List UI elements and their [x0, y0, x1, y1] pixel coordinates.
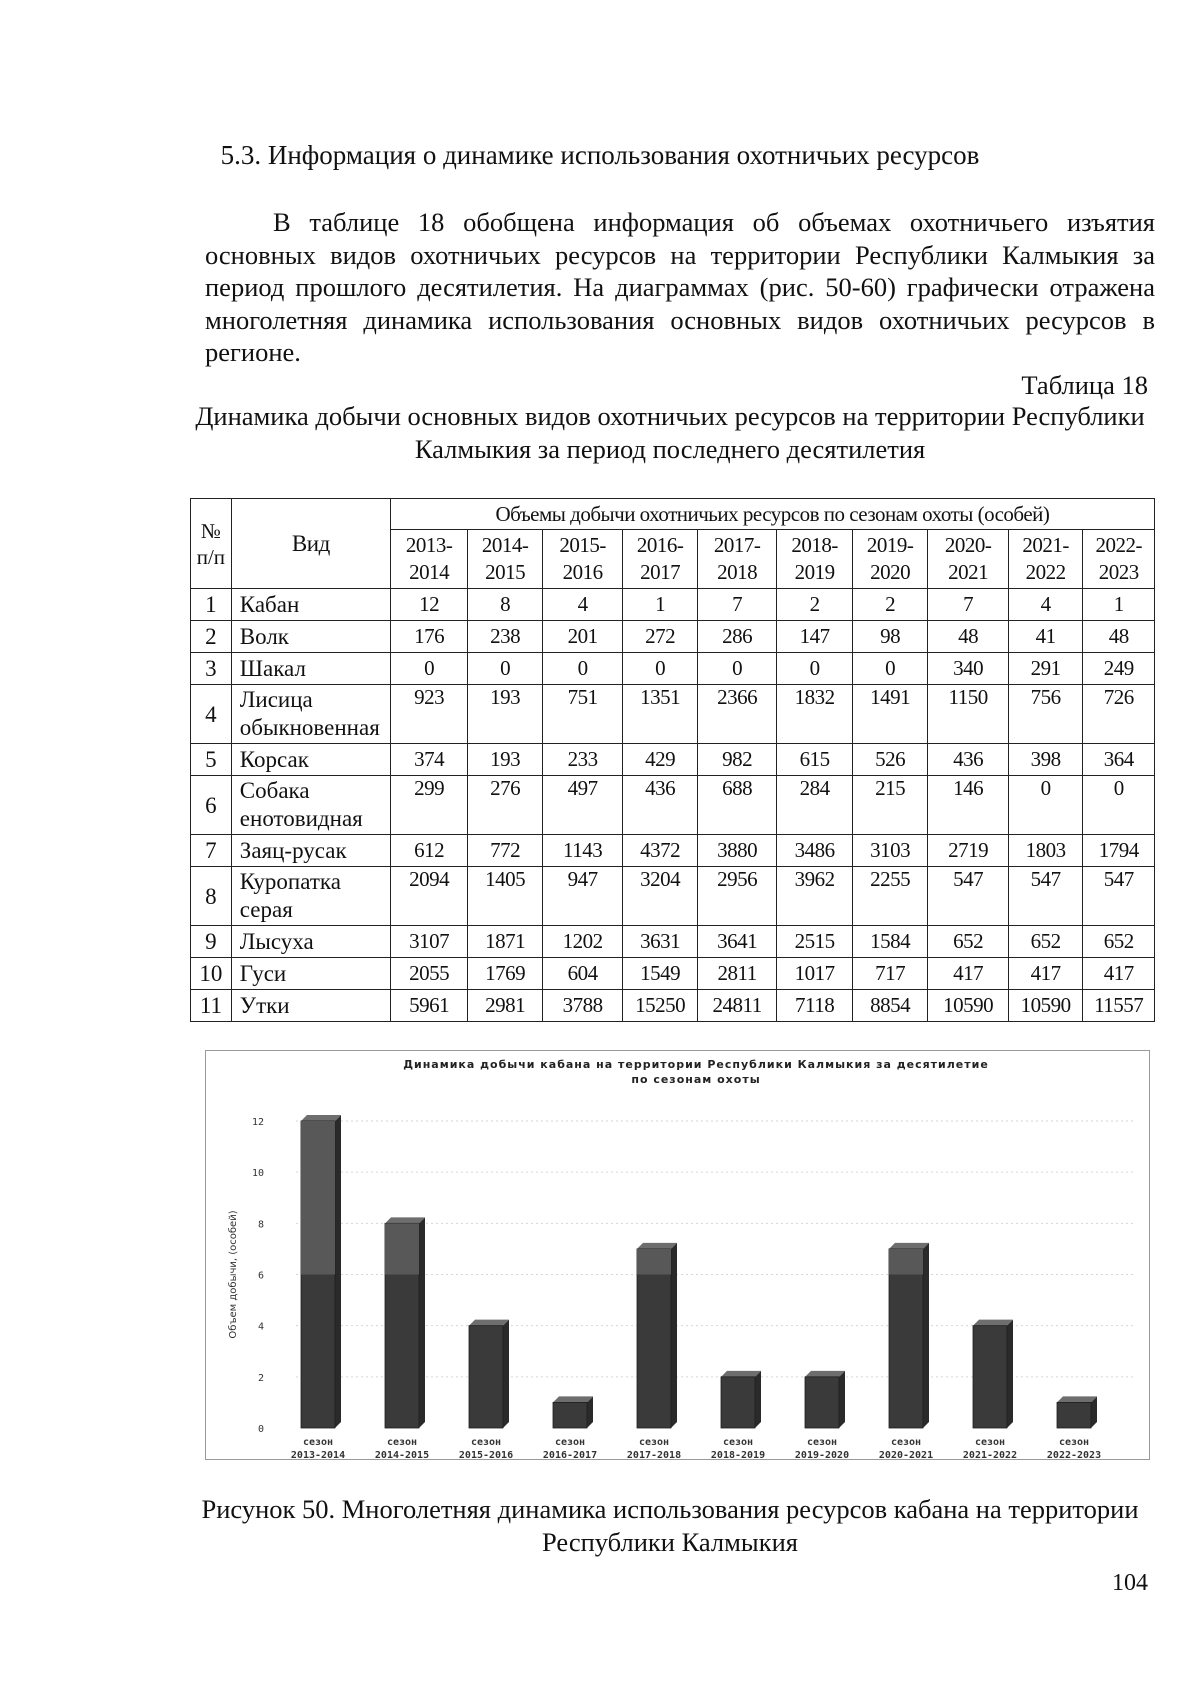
chart-frame — [205, 1050, 1150, 1460]
harvest-value: 1351 — [623, 685, 697, 744]
season-header: 2014-2015 — [468, 530, 542, 589]
row-number: 3 — [191, 653, 232, 685]
harvest-value: 429 — [623, 744, 697, 776]
x-tick-label: сезон — [470, 1437, 502, 1448]
x-tick-label: 2021-2022 — [962, 1450, 1018, 1459]
bar — [553, 1402, 587, 1428]
season-header: 2013-2014 — [390, 530, 468, 589]
harvest-value: 48 — [928, 621, 1009, 653]
table-row — [191, 867, 1155, 926]
bar-top — [469, 1320, 509, 1326]
harvest-value: 201 — [542, 621, 623, 653]
species-name: Собака енотовидная — [231, 776, 390, 835]
harvest-value: 0 — [390, 653, 468, 685]
harvest-value: 3103 — [852, 835, 927, 867]
harvest-value: 2366 — [697, 685, 777, 744]
harvest-value: 24811 — [697, 990, 777, 1022]
harvest-value: 417 — [1008, 958, 1082, 990]
section-heading: 5.3. Информация о динамике использования охотничьих ресурсов — [220, 140, 980, 170]
group-header: Объемы добычи охотничьих ресурсов по сезонам охоты (особей) — [390, 499, 1154, 530]
harvest-value: 374 — [390, 744, 468, 776]
harvest-value: 98 — [852, 621, 927, 653]
season-header: 2021-2022 — [1008, 530, 1082, 589]
row-number: 9 — [191, 926, 232, 958]
x-tick-label: сезон — [386, 1437, 418, 1448]
harvest-value: 751 — [542, 685, 623, 744]
harvest-value: 4372 — [623, 835, 697, 867]
harvest-value: 615 — [777, 744, 852, 776]
harvest-value: 48 — [1083, 621, 1155, 653]
harvest-value: 286 — [697, 621, 777, 653]
y-tick-label: 10 — [251, 1168, 264, 1180]
harvest-value: 291 — [1008, 653, 1082, 685]
row-number: 7 — [191, 835, 232, 867]
harvest-value: 547 — [928, 867, 1009, 926]
row-number: 4 — [191, 685, 232, 744]
harvest-value: 1202 — [542, 926, 623, 958]
bar-top — [805, 1371, 845, 1377]
x-tick-label: сезон — [1058, 1437, 1090, 1448]
harvest-value: 0 — [777, 653, 852, 685]
bar-side — [503, 1320, 509, 1428]
harvest-value: 193 — [468, 744, 542, 776]
bar-shade — [637, 1249, 671, 1275]
harvest-value: 772 — [468, 835, 542, 867]
chart-title: Динамика добычи кабана на территории Республики Калмыкия за десятилетие — [403, 1058, 989, 1071]
species-name: Гуси — [231, 958, 390, 990]
species-name: Шакал — [231, 653, 390, 685]
harvest-value: 233 — [542, 744, 623, 776]
harvest-value: 3204 — [623, 867, 697, 926]
table-row — [191, 776, 1155, 835]
harvest-value: 3962 — [777, 867, 852, 926]
harvest-value: 2 — [852, 589, 927, 621]
bar-top — [1057, 1396, 1097, 1402]
harvest-value: 3880 — [697, 835, 777, 867]
harvest-value: 10590 — [928, 990, 1009, 1022]
x-tick-label: 2020-2021 — [878, 1450, 934, 1459]
harvest-value: 146 — [928, 776, 1009, 835]
species-name: Лысуха — [231, 926, 390, 958]
harvest-value: 0 — [697, 653, 777, 685]
harvest-value: 652 — [928, 926, 1009, 958]
row-number: 6 — [191, 776, 232, 835]
harvest-value: 10590 — [1008, 990, 1082, 1022]
row-number: 1 — [191, 589, 232, 621]
row-number: 10 — [191, 958, 232, 990]
harvest-value: 7 — [697, 589, 777, 621]
season-header: 2015-2016 — [542, 530, 623, 589]
harvest-value: 547 — [1083, 867, 1155, 926]
harvest-value: 12 — [390, 589, 468, 621]
harvest-value: 1803 — [1008, 835, 1082, 867]
species-name: Куропатка серая — [231, 867, 390, 926]
harvest-value: 364 — [1083, 744, 1155, 776]
season-header: 2020-2021 — [928, 530, 1009, 589]
harvest-value: 417 — [1083, 958, 1155, 990]
species-name: Лисица обыкновенная — [231, 685, 390, 744]
harvest-value: 1150 — [928, 685, 1009, 744]
table-row — [191, 835, 1155, 867]
bar-top — [973, 1320, 1013, 1326]
harvest-value: 2719 — [928, 835, 1009, 867]
harvest-value: 176 — [390, 621, 468, 653]
bar-shade — [301, 1121, 335, 1275]
x-tick-label: 2019-2020 — [794, 1450, 850, 1459]
bar — [721, 1377, 755, 1428]
season-header: 2019-2020 — [852, 530, 927, 589]
x-tick-label: сезон — [638, 1437, 670, 1448]
harvest-value: 3107 — [390, 926, 468, 958]
harvest-value: 215 — [852, 776, 927, 835]
harvest-value: 5961 — [390, 990, 468, 1022]
harvest-value: 652 — [1008, 926, 1082, 958]
harvest-value: 2811 — [697, 958, 777, 990]
harvest-value: 3641 — [697, 926, 777, 958]
bar-top — [721, 1371, 761, 1377]
x-tick-label: сезон — [806, 1437, 838, 1448]
harvest-value: 1871 — [468, 926, 542, 958]
harvest-value: 982 — [697, 744, 777, 776]
bar — [889, 1249, 923, 1428]
harvest-value: 299 — [390, 776, 468, 835]
bar-top — [385, 1217, 425, 1223]
harvest-value: 0 — [468, 653, 542, 685]
harvest-value: 0 — [1083, 776, 1155, 835]
harvest-value: 276 — [468, 776, 542, 835]
table-row — [191, 685, 1155, 744]
harvest-value: 2515 — [777, 926, 852, 958]
harvest-value: 0 — [623, 653, 697, 685]
harvest-value: 2981 — [468, 990, 542, 1022]
x-tick-label: 2013-2014 — [290, 1450, 346, 1459]
bar — [1057, 1402, 1091, 1428]
harvest-value: 2956 — [697, 867, 777, 926]
harvest-table — [190, 498, 1155, 1022]
x-tick-label: 2018-2019 — [710, 1450, 766, 1459]
harvest-value: 3486 — [777, 835, 852, 867]
col-species-header: Вид — [231, 499, 390, 589]
x-tick-label: сезон — [890, 1437, 922, 1448]
species-name: Утки — [231, 990, 390, 1022]
y-tick-label: 8 — [257, 1219, 264, 1231]
species-name: Корсак — [231, 744, 390, 776]
harvest-value: 238 — [468, 621, 542, 653]
harvest-value: 0 — [852, 653, 927, 685]
page-number: 104 — [1112, 1570, 1148, 1596]
harvest-value: 1549 — [623, 958, 697, 990]
harvest-value: 947 — [542, 867, 623, 926]
bar — [805, 1377, 839, 1428]
season-header: 2022-2023 — [1083, 530, 1155, 589]
bar-side — [839, 1371, 845, 1428]
row-number: 2 — [191, 621, 232, 653]
chart-subtitle: по сезонам охоты — [631, 1073, 761, 1086]
table-row — [191, 744, 1155, 776]
table-row — [191, 990, 1155, 1022]
x-tick-label: 2022-2023 — [1046, 1450, 1102, 1459]
table-row — [191, 958, 1155, 990]
season-header: 2018-2019 — [777, 530, 852, 589]
harvest-value: 249 — [1083, 653, 1155, 685]
harvest-value: 398 — [1008, 744, 1082, 776]
x-tick-label: 2016-2017 — [542, 1450, 598, 1459]
season-header: 2016-2017 — [623, 530, 697, 589]
harvest-value: 652 — [1083, 926, 1155, 958]
row-number: 5 — [191, 744, 232, 776]
row-number: 11 — [191, 990, 232, 1022]
harvest-value: 547 — [1008, 867, 1082, 926]
harvest-value: 0 — [542, 653, 623, 685]
bar-side — [1007, 1320, 1013, 1428]
harvest-value: 1017 — [777, 958, 852, 990]
bar-chart — [206, 1051, 1149, 1459]
bar-shade — [889, 1249, 923, 1275]
table-row — [191, 621, 1155, 653]
bar — [637, 1249, 671, 1428]
harvest-value: 193 — [468, 685, 542, 744]
harvest-value: 15250 — [623, 990, 697, 1022]
bar-side — [335, 1115, 341, 1428]
bar — [973, 1326, 1007, 1428]
harvest-value: 3788 — [542, 990, 623, 1022]
bar-top — [637, 1243, 677, 1249]
harvest-value: 717 — [852, 958, 927, 990]
harvest-value: 417 — [928, 958, 1009, 990]
harvest-value: 1 — [1083, 589, 1155, 621]
harvest-value: 1 — [623, 589, 697, 621]
harvest-value: 688 — [697, 776, 777, 835]
harvest-value: 756 — [1008, 685, 1082, 744]
harvest-value: 1491 — [852, 685, 927, 744]
y-tick-label: 4 — [257, 1321, 264, 1333]
x-tick-label: сезон — [554, 1437, 586, 1448]
harvest-value: 8 — [468, 589, 542, 621]
table-row — [191, 926, 1155, 958]
bar-shade — [385, 1223, 419, 1274]
harvest-value: 4 — [542, 589, 623, 621]
harvest-value: 436 — [928, 744, 1009, 776]
harvest-value: 7118 — [777, 990, 852, 1022]
bar-top — [553, 1396, 593, 1402]
bar — [469, 1326, 503, 1428]
harvest-value: 4 — [1008, 589, 1082, 621]
harvest-value: 2055 — [390, 958, 468, 990]
harvest-value: 2 — [777, 589, 852, 621]
x-tick-label: 2017-2018 — [626, 1450, 682, 1459]
harvest-value: 436 — [623, 776, 697, 835]
bar-side — [755, 1371, 761, 1428]
harvest-value: 8854 — [852, 990, 927, 1022]
bar-side — [419, 1217, 425, 1428]
harvest-value: 147 — [777, 621, 852, 653]
bar-side — [671, 1243, 677, 1428]
species-name: Волк — [231, 621, 390, 653]
harvest-value: 497 — [542, 776, 623, 835]
table-number: Таблица 18 — [1021, 370, 1148, 400]
harvest-value: 272 — [623, 621, 697, 653]
harvest-value: 1405 — [468, 867, 542, 926]
harvest-value: 3631 — [623, 926, 697, 958]
harvest-value: 526 — [852, 744, 927, 776]
harvest-value: 340 — [928, 653, 1009, 685]
intro-paragraph: В таблице 18 обобщена информация об объемах охотничьего изъятия основных видов охотничьих ресурсов на территории Республики Калмыкия за период прошлого десятилетия. На диаграммах (рис. 50-60) графически отражена многолетняя динамика использования основных видов охотничьих ресурсов в регионе. — [205, 207, 1155, 367]
table-caption: Динамика добычи основных видов охотничьих ресурсов на территории Республики Калмыкия за период последнего десятилетия — [195, 401, 1145, 464]
x-tick-label: 2014-2015 — [374, 1450, 430, 1459]
y-tick-label: 12 — [251, 1117, 264, 1128]
bar-top — [889, 1243, 929, 1249]
species-name: Заяц-русак — [231, 835, 390, 867]
season-header: 2017-2018 — [697, 530, 777, 589]
harvest-value: 0 — [1008, 776, 1082, 835]
x-tick-label: сезон — [302, 1437, 334, 1448]
species-name: Кабан — [231, 589, 390, 621]
y-axis-label: Объем добычи, (особей) — [228, 1210, 239, 1339]
figure-caption: Рисунок 50. Многолетняя динамика использования ресурсов кабана на территории Республики Калмыкия — [201, 1494, 1139, 1557]
col-number-header: № п/п — [191, 499, 232, 589]
harvest-value: 1794 — [1083, 835, 1155, 867]
harvest-value: 2255 — [852, 867, 927, 926]
harvest-value: 41 — [1008, 621, 1082, 653]
harvest-value: 726 — [1083, 685, 1155, 744]
harvest-value: 1769 — [468, 958, 542, 990]
table-row — [191, 653, 1155, 685]
harvest-value: 1143 — [542, 835, 623, 867]
bar-side — [923, 1243, 929, 1428]
y-tick-label: 6 — [257, 1270, 264, 1282]
harvest-value: 612 — [390, 835, 468, 867]
harvest-value: 11557 — [1083, 990, 1155, 1022]
y-tick-label: 2 — [257, 1372, 264, 1384]
x-tick-label: сезон — [722, 1437, 754, 1448]
x-tick-label: 2015-2016 — [458, 1450, 514, 1459]
harvest-value: 2094 — [390, 867, 468, 926]
harvest-value: 923 — [390, 685, 468, 744]
harvest-value: 1832 — [777, 685, 852, 744]
harvest-value: 604 — [542, 958, 623, 990]
table-row — [191, 589, 1155, 621]
x-tick-label: сезон — [974, 1437, 1006, 1448]
harvest-value: 7 — [928, 589, 1009, 621]
y-tick-label: 0 — [257, 1424, 264, 1435]
harvest-value: 284 — [777, 776, 852, 835]
row-number: 8 — [191, 867, 232, 926]
bar-top — [301, 1115, 341, 1121]
harvest-value: 1584 — [852, 926, 927, 958]
